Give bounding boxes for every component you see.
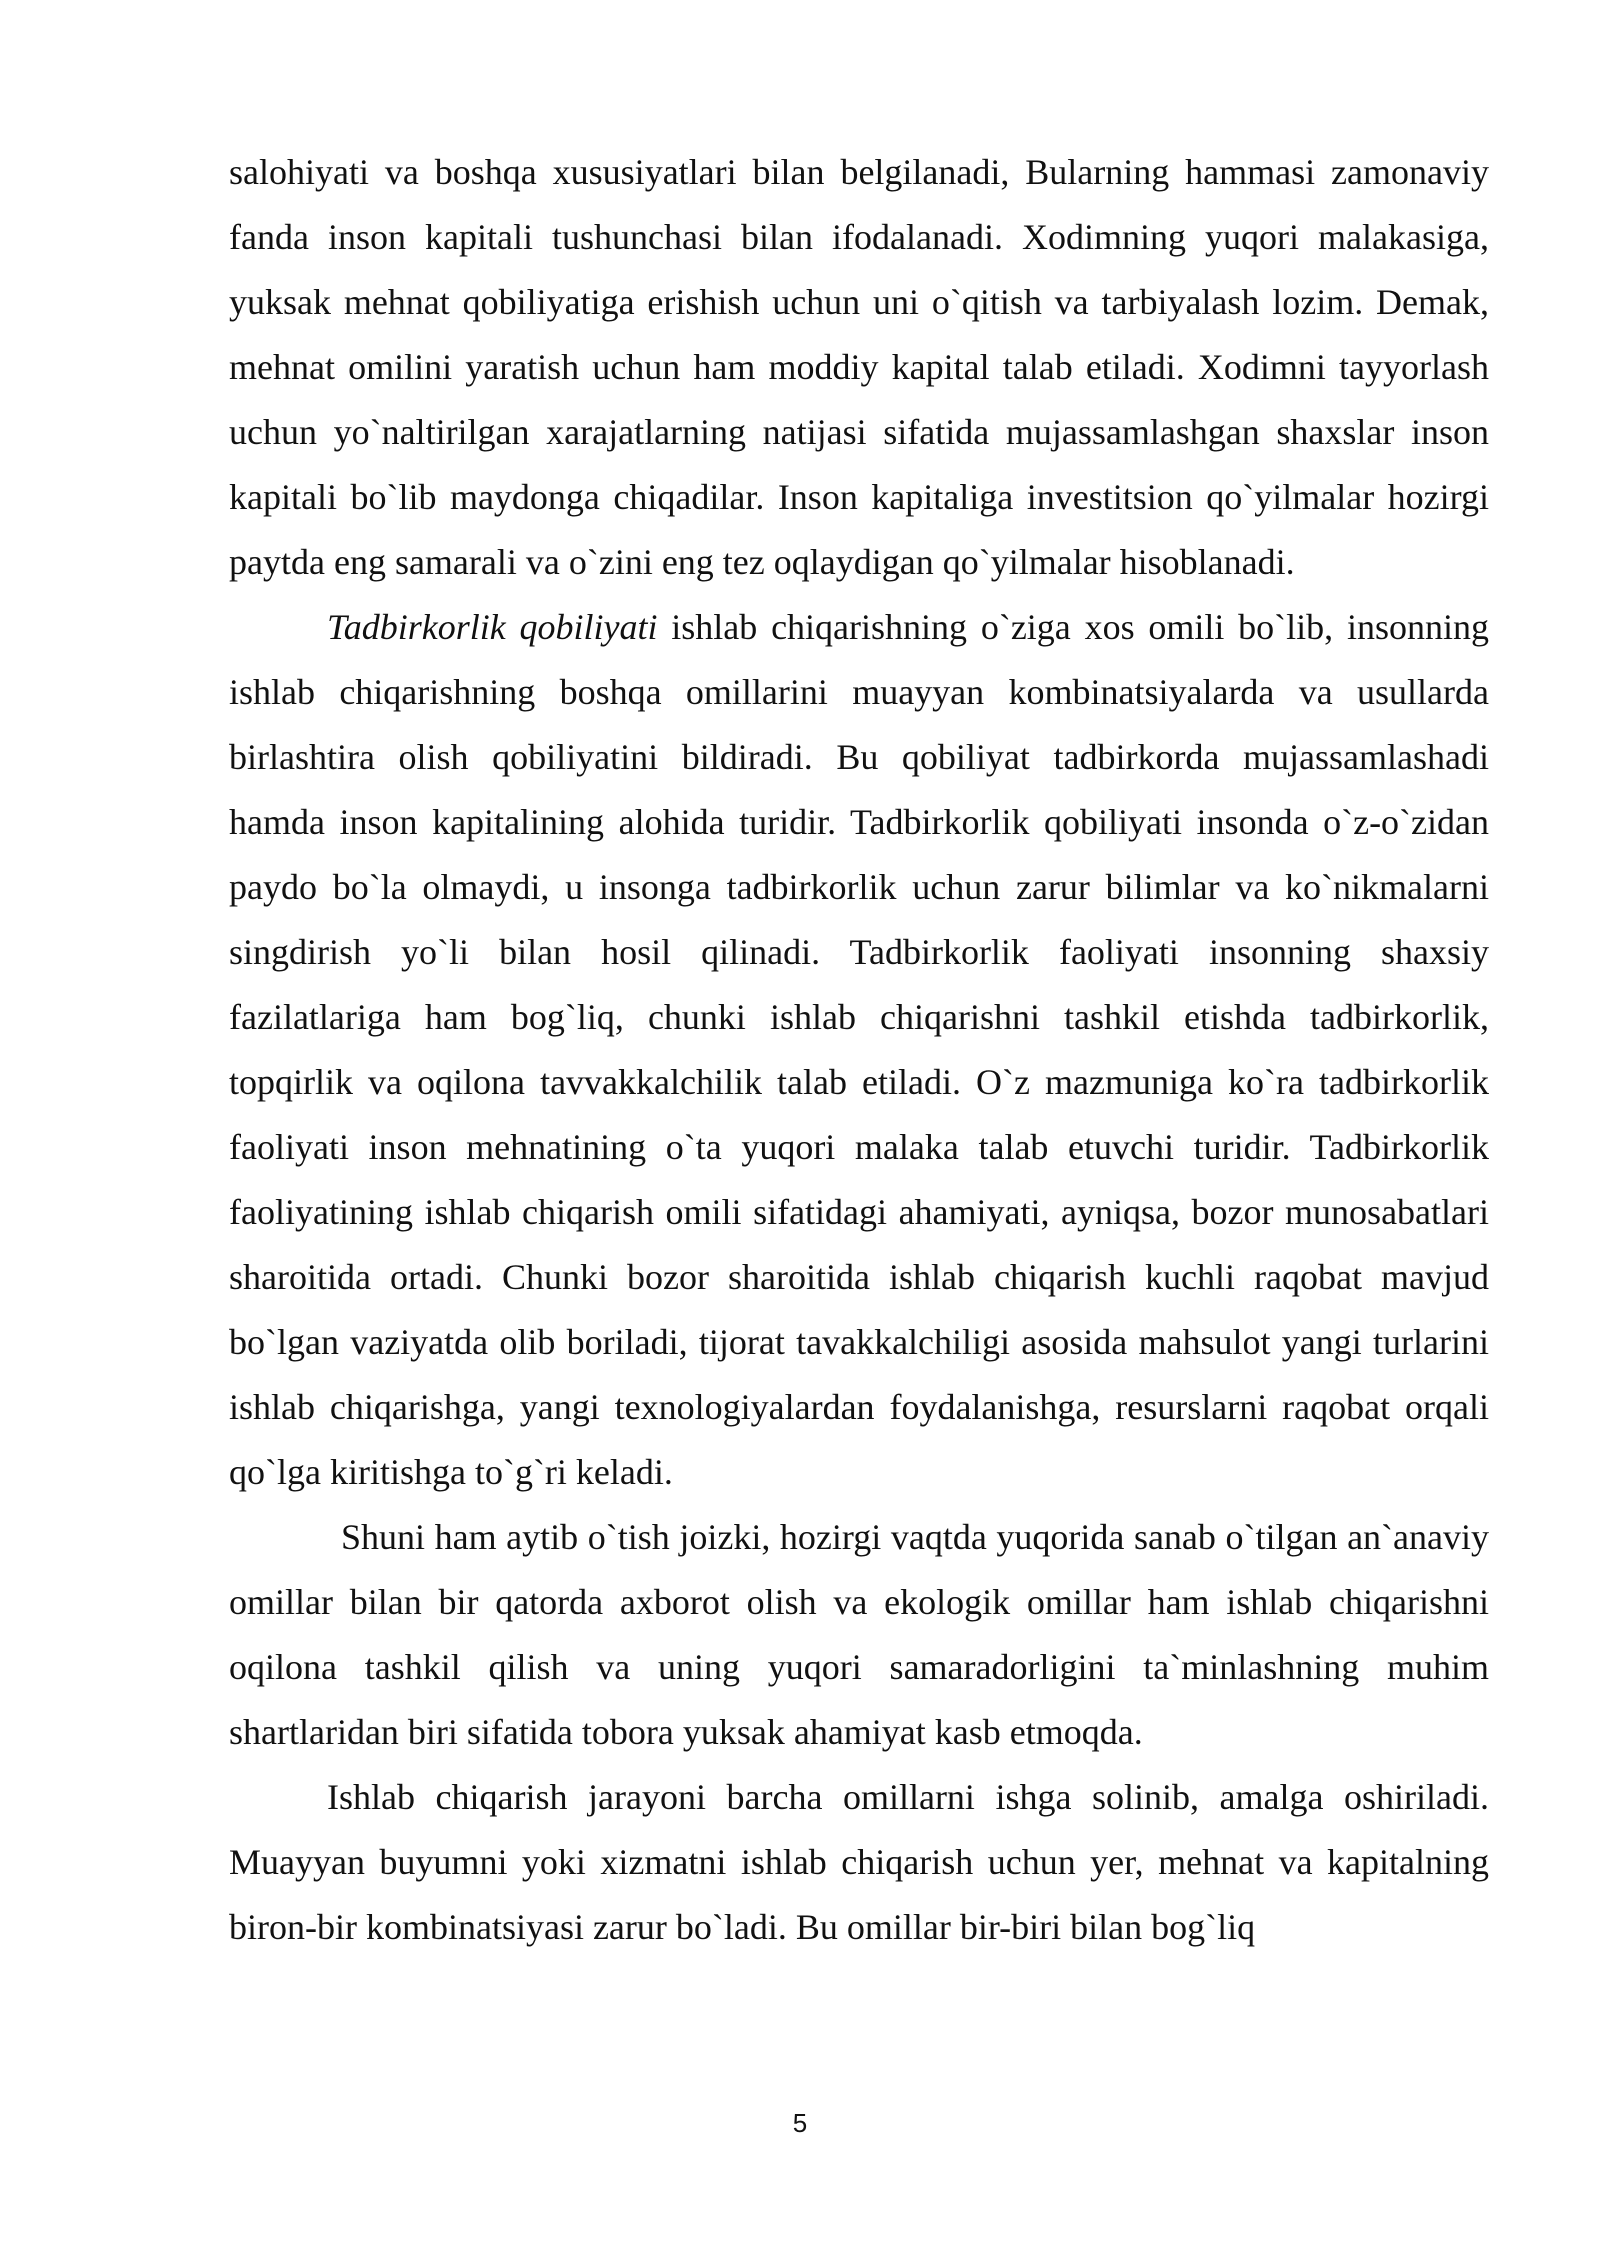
page-number: 5 (792, 2108, 808, 2138)
paragraph-entrepreneurship (229, 595, 1489, 1505)
italic-term: Tadbirkorlik qobiliyati (327, 607, 658, 647)
document-page (229, 140, 1489, 1960)
paragraph-production-process: Ishlab chiqarish jarayoni barcha omillarni ishga solinib, amalga oshiriladi. Muayyan buyumni yoki xizmatni ishlab chiqarish uchun yer, mehnat va kapitalning biron-bir kombinatsiyasi zarur bo`ladi. Bu omillar bir-biri bilan bog`liq (229, 1777, 1489, 1947)
paragraph-information-factors: Shuni ham aytib o`tish joizki, hozirgi vaqtda yuqorida sanab o`tilgan an`anaviy omillar bilan bir qatorda axborot olish va ekologik omillar ham ishlab chiqarishni oqilona tashkil qilish va uning yuqori samaradorligini ta`minlashning muhim shartlaridan biri sifatida tobora yuksak ahamiyat kasb etmoqda. (229, 1517, 1489, 1752)
paragraph-body: ishlab chiqarishning o`ziga xos omili bo`lib, insonning ishlab chiqarishning boshqa omillarini muayyan kombinatsiyalarda va usullarda birlashtira olish qobiliyatini bildiradi. Bu qobiliyat tadbirkorda mujassamlashadi hamda inson kapitalining alohida turidir. Tadbirkorlik qobiliyati insonda o`z-o`zidan paydo bo`la olmaydi, u insonga tadbirkorlik uchun zarur bilimlar va ko`nikmalarni singdirish yo`li bilan hosil qilinadi. Tadbirkorlik faoliyati insonning shaxsiy fazilatlariga ham bog`liq, chunki ishlab chiqarishni tashkil etishda tadbirkorlik, topqirlik va oqilona tavvakkalchilik talab etiladi. O`z mazmuniga ko`ra tadbirkorlik faoliyati inson mehnatining o`ta yuqori malaka talab etuvchi turidir. Tadbirkorlik faoliyatining ishlab chiqarish omili sifatidagi ahamiyati, ayniqsa, bozor munosabatlari sharoitida ortadi. Chunki bozor sharoitida ishlab chiqarish kuchli raqobat mavjud bo`lgan vaziyatda olib boriladi, tijorat tavakkalchiligi asosida mahsulot yangi turlarini ishlab chiqarishga, yangi texnologiyalardan foydalanishga, resurslarni raqobat orqali qo`lga kiritishga to`g`ri keladi. (229, 607, 1489, 1492)
paragraph-continuation: salohiyati va boshqa xususiyatlari bilan belgilanadi, Bularning hammasi zamonaviy fanda inson kapitali tushunchasi bilan ifodalanadi. Xodimning yuqori malakasiga, yuksak mehnat qobiliyatiga erishish uchun uni o`qitish va tarbiyalash lozim. Demak, mehnat omilini yaratish uchun ham moddiy kapital talab etiladi. Xodimni tayyorlash uchun yo`naltirilgan xarajatlarning natijasi sifatida mujassamlashgan shaxslar inson kapitali bo`lib maydonga chiqadilar. Inson kapitaliga investitsion qo`yilmalar hozirgi paytda eng samarali va o`zini eng tez oqlaydigan qo`yilmalar hisoblanadi. (229, 152, 1489, 582)
